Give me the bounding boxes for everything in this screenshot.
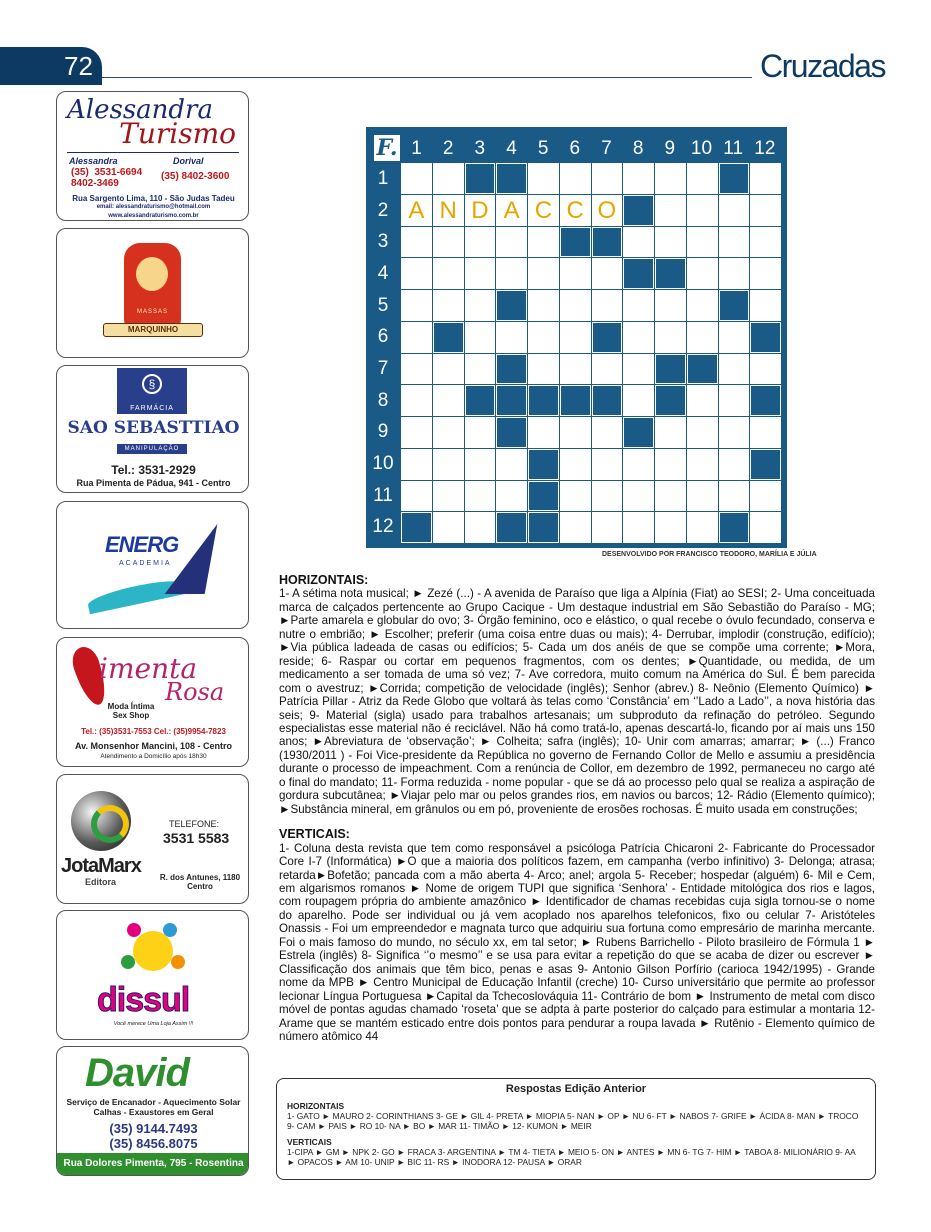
column-number: 8 (632, 138, 644, 159)
row-number: 7 (377, 358, 389, 379)
crossword-cell[interactable] (433, 163, 464, 194)
crossword-cell[interactable] (687, 163, 718, 194)
crossword-black-cell (687, 354, 718, 385)
dissul-tagline: Você merece Uma Loja Assim !!! (113, 1021, 194, 1027)
column-number: 4 (506, 138, 517, 159)
crossword-cell[interactable] (401, 322, 432, 353)
ad-farmacia-sao-sebastiao[interactable] (56, 365, 249, 493)
answers-title: Respostas Edição Anterior (505, 1083, 647, 1095)
crossword-cell[interactable] (433, 258, 464, 289)
vertical-clues-text: 1- Coluna desta revista que tem como responsável a psicóloga Patrícia Chicaroni 2- Fabricante do Processador Core I-7 (Informática) ►O que a maioria dos políticos fazem, em campanha (verbo infinitivo) 3- Delonga; atrasa; retarda►Bofetão; pancada com a mão aberta 4- Arco; anel; argola 5- Receber; hospedar (alguém) 6- Mil e Cem, em algarismos romanos ► Nome de origem TUPI que significa ‘Senhora’ - Entidade mitológica dos rios e lagos, com roupagem própria do ambiente amazônico ► Identificador de chamas recebidas cuja sigla tornou-se o nome do aparelho. Pode ser individual ou já vem acoplado nos aparelhos telefonicos, fixo ou celular 7- Aristóteles Onassis - Foi um empreendedor e magnata turco que adquiriu sua fortuna como empresário de marinha mercante. Foi o mais famoso do mundo, no século xx, em tal setor; ► Rubens Barrichello - Piloto brasileiro de Fórmula 1 ► Estrela (inglês) 8- Significa ‘’o mesmo’’ e se usa para evitar a repetição do que se acaba de dizer ou escrever ► Classificação dos animais que têm bico, penas e asas 9- Antonio Gilson Porfírio (carioca 1942/1995) - Grande nome da MPB ► Centro Municipal de Educação Infantil (creche) 10- Curso universitário que permite ao professor lecionar Língua Portuguesa ►Capital da Tchecoslováquia 11- Contrário de bom ► Instrumento de metal com disco móvel de pontas agudas chamado ‘roseta’ que se adpta à parte posterior do calçado para estimular a montaria 12- Arame que se mantém esticado entre dois pontos para pendurar a roupa lavada ► Rutênio - Elemento químico de número atômico 44 (279, 841, 875, 1043)
crossword-black-cell (433, 322, 464, 353)
crossword-cell[interactable] (433, 481, 464, 512)
crossword-grid (366, 127, 787, 548)
ad-alessandra-turismo[interactable] (56, 91, 249, 221)
crossword-cell[interactable]: A (496, 195, 527, 226)
crossword-cell[interactable] (465, 512, 496, 543)
pimenta-subtitle: Moda Íntima Sex Shop (107, 702, 155, 720)
crossword-cell[interactable] (592, 512, 623, 543)
crossword-cell[interactable] (528, 258, 559, 289)
crossword-cell[interactable] (528, 290, 559, 321)
crossword-cell[interactable] (401, 449, 432, 480)
crossword-cell[interactable]: O (592, 195, 623, 226)
chef-logo-icon (124, 243, 181, 335)
crossword-black-cell (528, 512, 559, 543)
row-number: 6 (377, 326, 389, 348)
petal-icon (121, 955, 135, 969)
crossword-cell[interactable] (750, 195, 781, 226)
alessandra-logo (67, 95, 242, 150)
answers-vertical-text: 1-CIPA ► GM ► NPK 2- GO ► FRACA 3- ARGENTINA ► TM 4- TIETA ► MEIO 5- ON ► ANTES ► MN 6- TG 7- HIM ► TABOA 8- MILIONÁRIO 9- AA ► OPACOS ► AM 10- UNIP ► BIC 11- RS ► INODORA 12- PAUSA ► ORAR (287, 1147, 856, 1167)
crossword-cell[interactable] (687, 385, 718, 416)
ad-dissul[interactable] (56, 910, 249, 1040)
alessandra-site: www.alessandraturismo.com.br (108, 213, 199, 219)
ad-david[interactable] (56, 1046, 249, 1176)
pimenta-atendimento: Atendimento a Domicílio após 18h30 (100, 753, 207, 760)
crossword-cell[interactable] (655, 512, 686, 543)
alessandra-logo-line2: Turismo (119, 117, 236, 150)
crossword-cell[interactable] (560, 258, 591, 289)
crossword-cell[interactable] (750, 417, 781, 448)
alessandra-address-block (61, 194, 246, 221)
energy-logo-text: ENERG (105, 532, 179, 557)
jotamarx-tel-label: TELEFONE: (169, 819, 220, 829)
row-number: 11 (373, 484, 393, 506)
crossword-black-cell (592, 322, 623, 353)
crossword-cell[interactable] (592, 354, 623, 385)
crossword-cell[interactable] (687, 195, 718, 226)
crossword-cell[interactable] (465, 322, 496, 353)
crossword-cell[interactable] (465, 449, 496, 480)
crossword-cell[interactable] (623, 512, 654, 543)
crossword-cell[interactable] (401, 354, 432, 385)
ad-massas-marquinho[interactable] (56, 228, 249, 358)
crossword-cell[interactable] (623, 385, 654, 416)
crossword-black-cell (750, 385, 781, 416)
crossword-cell[interactable] (401, 417, 432, 448)
crossword-cell[interactable] (496, 227, 527, 258)
david-phones (57, 1121, 249, 1151)
crossword-cell[interactable] (433, 417, 464, 448)
crossword-black-cell (496, 354, 527, 385)
crossword-cell[interactable] (687, 290, 718, 321)
crossword-black-cell (528, 481, 559, 512)
crossword-black-cell (719, 512, 750, 543)
crossword-cell[interactable] (560, 512, 591, 543)
column-number: 6 (569, 138, 581, 159)
david-services: Serviço de Encanador - Aquecimento Solar Calhas - Exaustores em Geral (66, 1097, 241, 1117)
crossword-cell[interactable] (719, 322, 750, 353)
crossword-cell[interactable] (750, 258, 781, 289)
crossword-cell[interactable] (687, 512, 718, 543)
crossword-cell[interactable] (592, 258, 623, 289)
crossword-cell[interactable] (719, 354, 750, 385)
crossword-cell[interactable] (623, 354, 654, 385)
pimenta-tel: Tel.: (35)3531-7553 Cel.: (35)9954-7823 (81, 727, 226, 736)
crossword-cell[interactable] (465, 417, 496, 448)
crossword-cell[interactable] (655, 163, 686, 194)
crossword-cell[interactable] (719, 417, 750, 448)
crossword-cell[interactable] (433, 227, 464, 258)
crossword-cell[interactable] (528, 322, 559, 353)
alessandra-names (69, 156, 239, 166)
crossword-cell[interactable] (750, 512, 781, 543)
alessandra-name2: Dorival (173, 156, 204, 166)
crossword-black-cell (623, 258, 654, 289)
crossword-black-cell (655, 385, 686, 416)
horizontal-clues-text: 1- A sétima nota musical; ► Zezé (...) - A avenida de Paraíso que liga a Alpínia (Fiat) ao SESI; 2- Uma conceituada marca de calçados pertencente ao Grupo Cacique - Um destaque industrial em São Sebastião do Paraíso - MG; ►Parte amarela e globular do ovo; 3- Órgão feminino, oco e elástico, o qual recebe o óvulo fecundado, conserva e nutre o embrião; ► Escolher; preferir (uma coisa entre duas ou mais); 4- Derrubar, implodir (construção, edifício); ►Via pública ladeada de casas ou edifícios; 5- Cada um dos anéis de que se compõe uma corrente; ►Mora, reside; 6- Raspar ou cortar em pequenos fragmentos, com os dentes; ►Quantidade, ou medida, de um medicamento a ser tomada de uma só vez; 7- Ave corredora, muito comum na América do Sul. É bem parecida com o avestruz; ►Corrida; competição de velocidade (inglês); Senhor (abrev.) 8- Neônio (Elemento Químico) ► Patrícia Pillar - Atriz da Rede Globo que voltará às telas como ‘Constância’ em ‘’Lado a Lado’’, a nova história das seis; 9- Material (sigla) usado para trabalhos artesanais; um subproduto da refinação do petróleo. Segundo especialistas esse material não é reciclável. Não há como tratá-lo, apenas descartá-lo, ficando por aí mais uns 150 anos; ►Abreviatura de ‘observação’; ► Colheita; safra (inglês); 10- Unir com amarras; amarrar; ► (...) Franco (1930/2011 ) - Foi Vice-presidente da República no governo de Fernando Collor de Mello e assumiu a presidência durante o processo de impeachment. Com a renúncia de Collor, em dezembro de 1992, permaneceu no cargo até o final do mandato; 11- Forma reduzida - nome popular - que se dá ao processo pelo qual se realiza a aspiração de gordura subcutânea; ►Viajar pelo mar ou pelos grandes rios, em navios ou barcos; 12- Rádio (Elemento químico); ►Substância mineral, em grânulos ou em pó, proveniente de erosões rochosas. É muito usada em construções; (279, 587, 875, 816)
crossword-cell[interactable] (433, 449, 464, 480)
crossword-black-cell (528, 385, 559, 416)
farmacia-label: FARMÁCIA (130, 405, 174, 412)
column-number: 1 (411, 138, 422, 159)
crossword-black-cell (496, 417, 527, 448)
crossword-black-cell (528, 449, 559, 480)
crossword-cell[interactable] (655, 417, 686, 448)
alessandra-email: email: alessandraturismo@hotmail.com (96, 204, 211, 210)
answers-horizontal-text: 1- GATO ► MAURO 2- CORINTHIANS 3- GE ► GIL 4- PRETA ► MIOPIA 5- NAN ► OP ► NU 6- FT ► NABOS 7- GRIFE ► ÁCIDA 8- MAN ► TROCO 9- CAM ► PAIS ► RO 10- NA ► BO ► MAR 11- TIMÃO ► 12- KUMON ► MEIR (287, 1111, 859, 1131)
crossword-cell[interactable] (719, 449, 750, 480)
crossword-credit: DESENVOLVIDO POR FRANCISCO TEODORO, MARÍLIA E JÚLIA (602, 551, 817, 558)
crossword-cell[interactable] (401, 258, 432, 289)
jotamarx-name: JotaMarx (61, 855, 141, 877)
crossword-cell[interactable] (687, 481, 718, 512)
page-number: 72 (64, 51, 93, 81)
column-number: 12 (754, 138, 776, 159)
crossword-cell[interactable] (401, 290, 432, 321)
david-logo-text: David (85, 1051, 189, 1095)
pharmacy-symbol-icon: § (142, 374, 162, 394)
crossword-black-cell (592, 227, 623, 258)
crossword-cell[interactable] (655, 290, 686, 321)
crossword-black-cell (496, 385, 527, 416)
crossword-cell[interactable] (528, 354, 559, 385)
crossword-black-cell (655, 354, 686, 385)
column-number: 7 (601, 138, 612, 159)
crossword-cell[interactable] (655, 481, 686, 512)
row-number: 10 (372, 453, 394, 474)
crossword-cell[interactable] (528, 417, 559, 448)
alessandra-divider (67, 152, 239, 153)
crossword-black-cell (750, 322, 781, 353)
crossword-cell[interactable] (750, 163, 781, 194)
alessandra-address: Rua Sargento Lima, 110 - São Judas Tadeu (72, 194, 235, 203)
crossword-cell[interactable] (433, 354, 464, 385)
chef-face-icon (136, 257, 168, 291)
crossword-cell[interactable] (592, 481, 623, 512)
crossword-cell[interactable] (687, 322, 718, 353)
farmacia-manipulacao: MANIPULAÇÃO (117, 444, 187, 454)
crossword-cell[interactable] (655, 195, 686, 226)
crossword-cell[interactable] (592, 290, 623, 321)
crossword-cell[interactable] (465, 290, 496, 321)
crossword-cell[interactable] (719, 227, 750, 258)
crossword-cell[interactable] (719, 385, 750, 416)
marquinho-banner: MARQUINHO (103, 323, 203, 337)
crossword-cell[interactable] (401, 163, 432, 194)
row-number: 9 (377, 421, 389, 443)
crossword-black-cell (592, 385, 623, 416)
crossword-cell[interactable] (592, 163, 623, 194)
crossword-cell[interactable] (687, 449, 718, 480)
crossword-cell[interactable] (560, 449, 591, 480)
crossword-cell[interactable] (623, 227, 654, 258)
crossword-cell[interactable] (592, 449, 623, 480)
crossword-cell[interactable] (560, 290, 591, 321)
column-number: 10 (690, 138, 713, 159)
crossword-cell[interactable]: C (560, 195, 591, 226)
previous-answers-box (276, 1078, 876, 1180)
crossword-cell[interactable] (623, 163, 654, 194)
crossword-cell[interactable] (687, 227, 718, 258)
farmacia-address: Rua Pimenta de Pádua, 941 - Centro (76, 478, 231, 488)
row-number: 2 (377, 199, 389, 221)
clues-section (279, 574, 875, 1043)
david-tel1: (35) 9144.7493 (109, 1121, 198, 1136)
column-number: 11 (723, 138, 744, 159)
crossword-cell[interactable] (560, 417, 591, 448)
crossword-black-cell (623, 195, 654, 226)
alessandra-logo-line1: Alessandra (67, 95, 213, 125)
crossword-cell[interactable] (465, 481, 496, 512)
crossword-cell[interactable] (496, 449, 527, 480)
crossword-cell[interactable] (465, 227, 496, 258)
ad-pimenta-rosa[interactable] (56, 637, 249, 767)
crossword-black-cell (496, 163, 527, 194)
crossword-cell[interactable] (560, 322, 591, 353)
crossword-cells (401, 163, 781, 543)
david-tel2: (35) 8456.8075 (109, 1136, 198, 1151)
ad-jotamarx[interactable] (56, 774, 249, 904)
jotamarx-address: R. dos Antunes, 1180 Centro (159, 873, 241, 891)
crossword-cell[interactable] (750, 481, 781, 512)
crossword-cell[interactable]: C (528, 195, 559, 226)
crossword-black-cell (719, 290, 750, 321)
horizontal-clues-title: HORIZONTAIS: (279, 573, 369, 587)
crossword-cell[interactable] (433, 512, 464, 543)
crossword-cell[interactable] (687, 417, 718, 448)
marquinho-massas: MASSAS (136, 309, 168, 315)
crossword-cell[interactable] (623, 322, 654, 353)
crossword-cell[interactable] (655, 322, 686, 353)
crossword-cell[interactable] (465, 258, 496, 289)
crossword-black-cell (401, 512, 432, 543)
column-number: 9 (664, 138, 676, 159)
crossword-black-cell (655, 258, 686, 289)
column-number: 5 (537, 138, 549, 159)
petal-icon (127, 923, 141, 937)
alessandra-name1: Alessandra (69, 156, 118, 166)
row-number: 4 (377, 263, 389, 284)
farmacia-logo (117, 368, 187, 414)
crossword-black-cell (496, 290, 527, 321)
pimenta-address: Av. Monsenhor Mancini, 108 - Centro (74, 741, 233, 751)
section-title: Cruzadas (760, 48, 885, 84)
farmacia-name: SAO SEBASTTIAO (67, 418, 240, 438)
jotamarx-editora: Editora (85, 877, 117, 887)
crossword-cell[interactable] (560, 481, 591, 512)
jotamarx-tel: 3531 5583 (163, 830, 230, 846)
crossword-black-cell (750, 449, 781, 480)
crossword-cell[interactable] (623, 449, 654, 480)
farmacia-tel: Tel.: 3531-2929 (111, 463, 196, 477)
crossword-cell[interactable] (655, 227, 686, 258)
row-number: 1 (377, 168, 389, 189)
ad-energy-academia[interactable] (56, 501, 249, 629)
crossword-cell[interactable] (623, 481, 654, 512)
vertical-clues-title: VERTICAIS: (279, 827, 350, 842)
crossword-cell[interactable] (496, 481, 527, 512)
dissul-logo-text: dissul (97, 981, 190, 1019)
crossword-cell[interactable] (719, 195, 750, 226)
crossword-black-cell (465, 163, 496, 194)
energy-academia: ACADEMIA (119, 560, 172, 567)
crossword-cell[interactable] (465, 354, 496, 385)
row-number: 8 (377, 389, 389, 411)
row-number: 3 (377, 231, 389, 253)
alessandra-phones1: (35) 3531-6694 8402-3469 (71, 167, 143, 189)
crossword-cell[interactable] (750, 354, 781, 385)
crossword-black-cell (465, 385, 496, 416)
crossword-cell[interactable] (719, 481, 750, 512)
pimenta-logo-line2: Rosa (165, 678, 225, 706)
crossword-black-cell (496, 512, 527, 543)
crossword-cell[interactable] (433, 290, 464, 321)
crossword-cell[interactable] (433, 385, 464, 416)
crossword-cell[interactable] (528, 227, 559, 258)
crossword-cell[interactable] (623, 290, 654, 321)
crossword-cell[interactable] (401, 481, 432, 512)
answers-horizontal-title: HORIZONTAIS (287, 1101, 345, 1111)
crossword-black-cell (560, 227, 591, 258)
crossword-black-cell (560, 385, 591, 416)
crossword-cell[interactable] (750, 290, 781, 321)
crossword-cell[interactable] (496, 322, 527, 353)
crossword-cell[interactable] (528, 163, 559, 194)
crossword-cell[interactable]: D (465, 195, 496, 226)
crossword-cell[interactable] (719, 258, 750, 289)
pimenta-logo-line1: imenta (99, 652, 198, 685)
crossword-cell[interactable] (401, 227, 432, 258)
crossword-cell[interactable] (750, 227, 781, 258)
column-number: 2 (442, 138, 454, 159)
crossword-corner-logo: F. (372, 133, 402, 163)
column-number: 3 (474, 138, 486, 159)
crossword-cell[interactable]: A (401, 195, 432, 226)
swirl-icon (91, 805, 129, 843)
crossword-cell[interactable] (655, 449, 686, 480)
page-number-tab (0, 47, 102, 85)
crossword-cell[interactable] (592, 417, 623, 448)
crossword-cell[interactable] (401, 385, 432, 416)
petal-icon (171, 955, 185, 969)
crossword-cell[interactable] (560, 163, 591, 194)
crossword-cell[interactable] (560, 354, 591, 385)
crossword-cell[interactable] (496, 258, 527, 289)
smiley-face-icon (133, 931, 173, 971)
crossword-black-cell (623, 417, 654, 448)
header-rule (102, 77, 752, 78)
crossword-black-cell (719, 163, 750, 194)
crossword-cell[interactable] (687, 258, 718, 289)
row-number: 5 (377, 294, 389, 316)
row-number: 12 (372, 516, 394, 538)
crossword-cell[interactable]: N (433, 195, 464, 226)
answers-vertical-title: VERTICAIS (287, 1137, 332, 1147)
alessandra-phones2: (35) 8402-3600 (161, 171, 230, 182)
david-address: Rua Dolores Pimenta, 795 - Rosentina (57, 1153, 249, 1175)
